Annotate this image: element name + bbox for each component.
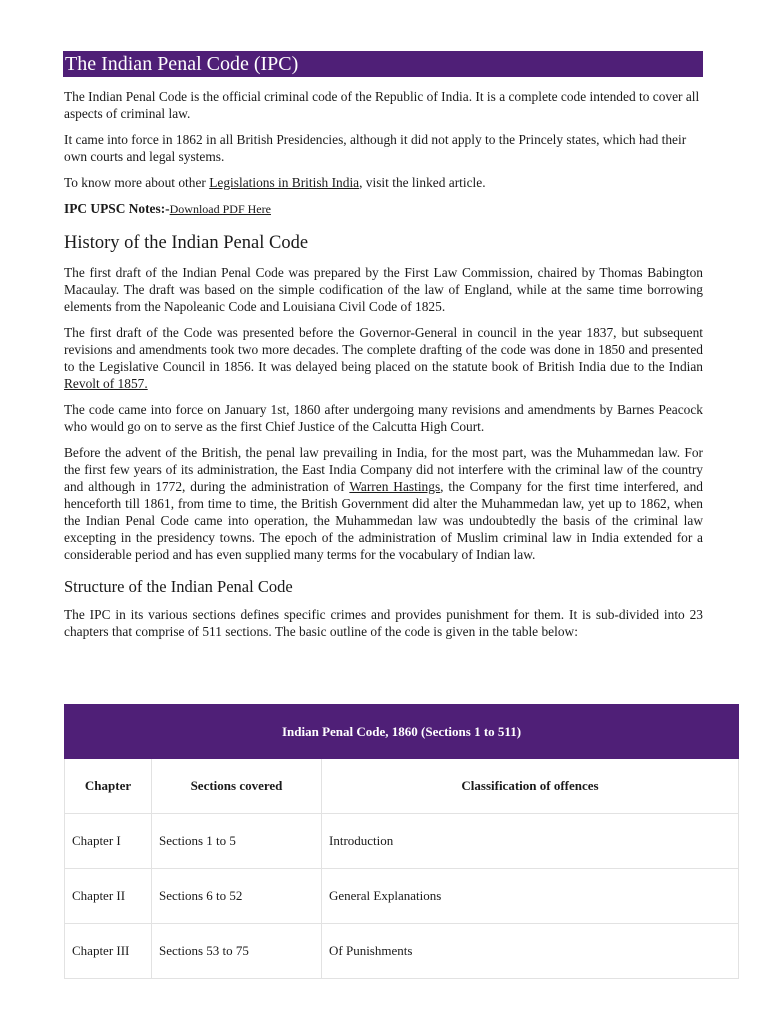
history-paragraph-3: The code came into force on January 1st, 1860 after undergoing many revisions and amendments by Barnes Peacock who would go on to serve as the first Chief Justice of the Calcutta High Court. xyxy=(64,402,703,434)
cell-classification: General Explanations xyxy=(322,869,739,924)
article-body xyxy=(64,88,703,649)
cell-classification: Of Punishments xyxy=(322,924,739,979)
intro-text: To know more about other xyxy=(64,175,210,190)
ipc-chapters-table xyxy=(64,704,739,979)
intro-text-after: , visit the linked article. xyxy=(359,175,486,190)
table-row xyxy=(65,869,739,924)
download-pdf-link[interactable]: Download PDF Here xyxy=(169,202,271,216)
structure-paragraph: The IPC in its various sections defines specific crimes and provides punishment for them. It is sub-divided into 23 chapters that comprise of 511 sections. The basic outline of the code is given in the table below: xyxy=(64,607,703,639)
cell-chapter: Chapter II xyxy=(65,869,152,924)
history-text-after: , the Company for the first time interfered, and henceforth till 1861, from time to time, the British Government did alter the Muhammedan law, yet up to 1862, when the Indian Penal Code came into operation, the Muhammedan law was undoubtedly the basis of the criminal law excepting in the presidency towns. The epoch of the administration of Muslim criminal law in India extended for a considerable period and has even supplied many terms for the vocabulary of Indian law. xyxy=(64,479,704,562)
intro-paragraph-1: The Indian Penal Code is the official criminal code of the Republic of India. It is a complete code intended to cover all aspects of criminal law. xyxy=(64,89,700,121)
cell-sections: Sections 53 to 75 xyxy=(152,924,322,979)
cell-classification: Introduction xyxy=(322,814,739,869)
legislations-link[interactable]: Legislations in British India xyxy=(209,175,360,190)
history-paragraph-4 xyxy=(64,444,703,563)
table-caption-row xyxy=(65,705,739,759)
cell-chapter: Chapter I xyxy=(65,814,152,869)
notes-line xyxy=(64,200,703,218)
history-text: The first draft of the Code was presented before the Governor-General in council in the year 1837, but subsequent revisions and amendments took two more decades. The complete drafting of the code was done in 1850 and presented to the Legislative Council in 1856. It was delayed being placed on the statute book of British India due to the Indian xyxy=(64,325,703,374)
intro-paragraph-3 xyxy=(64,174,703,191)
table-row xyxy=(65,924,739,979)
table-row xyxy=(65,814,739,869)
header-chapter: Chapter xyxy=(65,759,152,814)
warren-hastings-link[interactable]: Warren Hastings xyxy=(349,479,441,494)
history-text-before: Before the advent of the British, the penal law prevailing in India, for the most part, was the Muhammedan law. For the first few years of its administration, the East India Company did not interfere with the criminal law of the country and although in 1772, during the administration of xyxy=(64,445,703,494)
table-caption: Indian Penal Code, 1860 (Sections 1 to 511) xyxy=(65,705,739,759)
table-header-row xyxy=(65,759,739,814)
header-sections: Sections covered xyxy=(152,759,322,814)
revolt-1857-link[interactable]: Revolt of 1857. xyxy=(64,376,148,391)
cell-sections: Sections 6 to 52 xyxy=(152,869,322,924)
cell-chapter: Chapter III xyxy=(65,924,152,979)
cell-sections: Sections 1 to 5 xyxy=(152,814,322,869)
history-heading: History of the Indian Penal Code xyxy=(64,233,309,253)
history-paragraph-2 xyxy=(64,324,703,392)
history-paragraph-1: The first draft of the Indian Penal Code was prepared by the First Law Commission, chaired by Thomas Babington Macaulay. The draft was based on the simple codification of the law of England, while at the same time borrowing elements from the Napoleanic Code and Louisiana Civil Code of 1825. xyxy=(64,265,703,314)
intro-paragraph-2: It came into force in 1862 in all British Presidencies, although it did not apply to the Princely states, which had their own courts and legal systems. xyxy=(64,132,687,164)
page-title: The Indian Penal Code (IPC) xyxy=(63,51,703,77)
notes-label: IPC UPSC Notes:- xyxy=(64,201,170,216)
header-classification: Classification of offences xyxy=(322,759,739,814)
structure-heading: Structure of the Indian Penal Code xyxy=(64,577,293,596)
